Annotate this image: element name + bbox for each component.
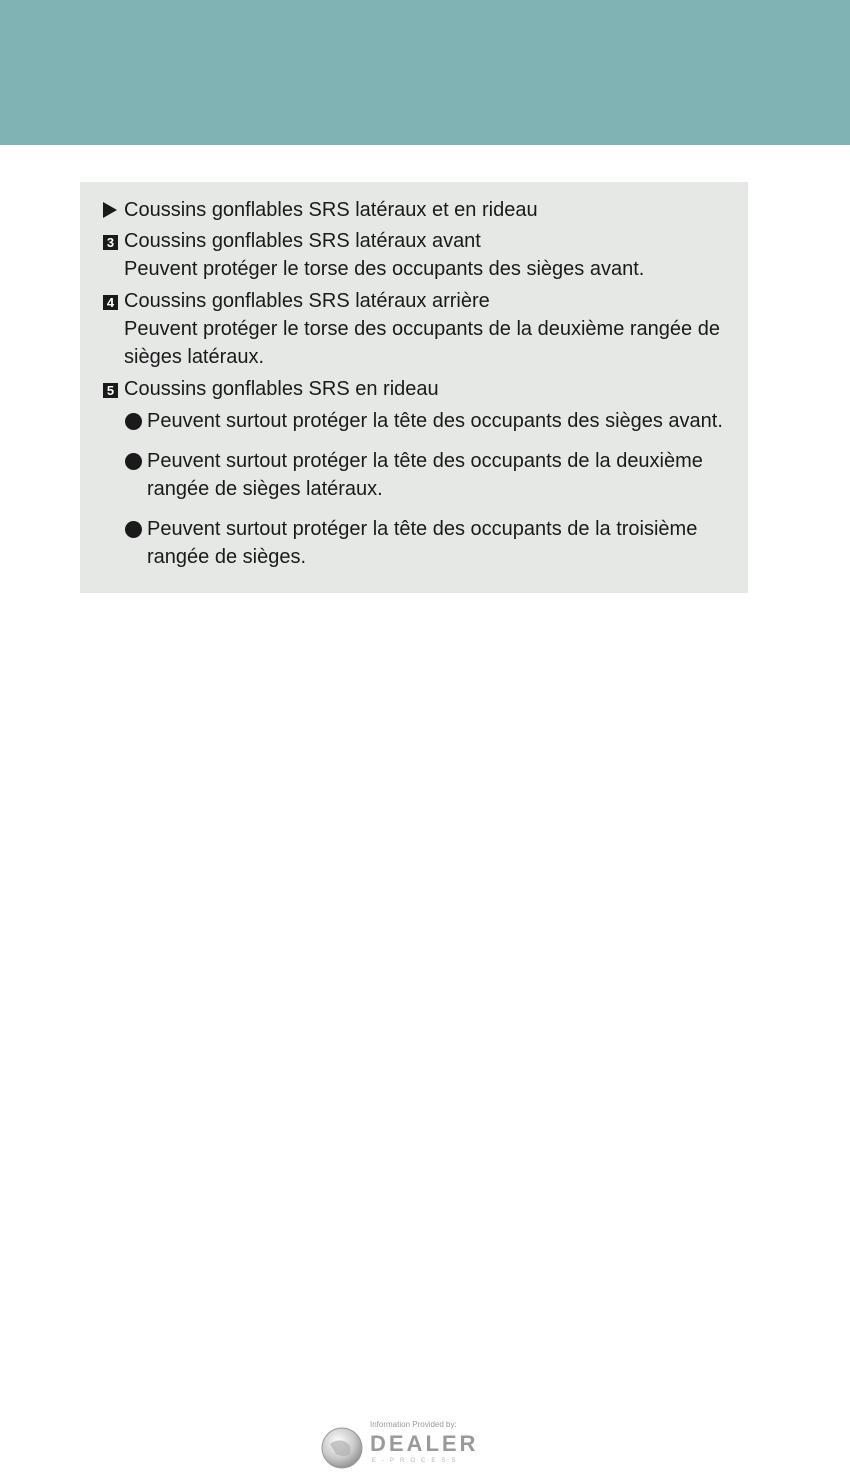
logo-subtext: E-PROCESS	[372, 1458, 462, 1464]
dealer-logo	[320, 1418, 520, 1474]
item-title: Coussins gonflables SRS en rideau	[124, 378, 439, 400]
item-description: Peuvent protéger le torse des occupants de la deuxième rangée de	[124, 318, 720, 340]
bullet-text: Peuvent surtout protéger la tête des occupants des sièges avant.	[147, 410, 723, 432]
bullet-text: Peuvent surtout protéger la tête des occupants de la troisième	[147, 518, 698, 540]
item-number-badge: 5	[103, 383, 118, 398]
section-title: Coussins gonflables SRS latéraux et en rideau	[124, 199, 538, 221]
bullet-text: Peuvent surtout protéger la tête des occupants de la deuxième	[147, 450, 703, 472]
item-description: Peuvent protéger le torse des occupants des sièges avant.	[124, 258, 645, 280]
item-number-badge: 3	[103, 235, 118, 250]
bullet-dot-icon	[125, 413, 142, 430]
triangle-bullet-icon	[102, 202, 118, 218]
footer-caption: Information Provided by:	[370, 1420, 457, 1429]
bullet-dot-icon	[125, 453, 142, 470]
logo-wordmark: DEALER	[370, 1431, 479, 1456]
info-box	[80, 182, 748, 593]
item-title: Coussins gonflables SRS latéraux arrière	[124, 290, 490, 312]
item-title: Coussins gonflables SRS latéraux avant	[124, 230, 481, 252]
item-number-badge: 4	[103, 295, 118, 310]
bullet-text: rangée de sièges latéraux.	[147, 478, 383, 500]
bullet-text: rangée de sièges.	[147, 546, 307, 568]
bullet-dot-icon	[125, 521, 142, 538]
item-description: sièges latéraux.	[124, 346, 265, 368]
header-band	[0, 0, 850, 145]
